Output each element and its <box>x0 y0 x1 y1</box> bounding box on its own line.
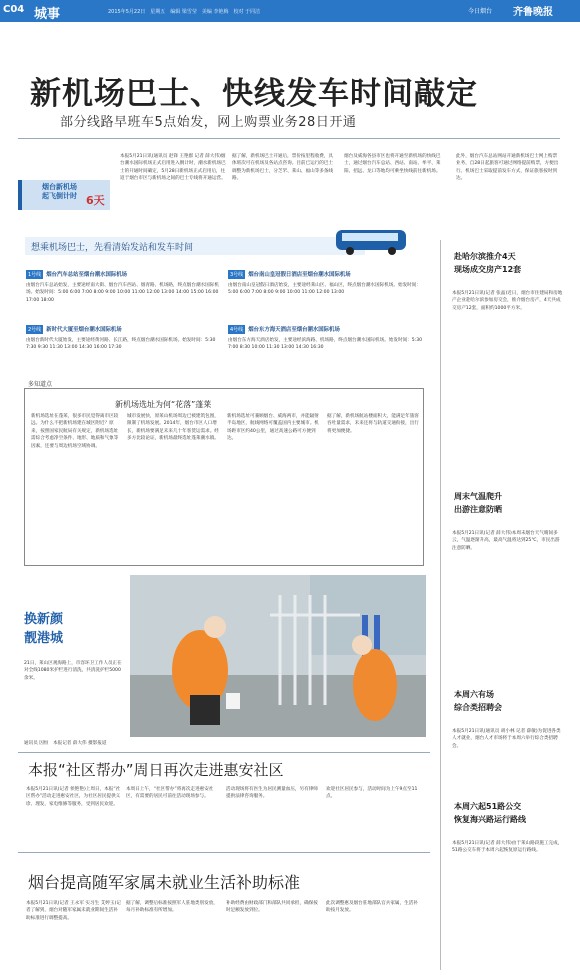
military-headline: 烟台提高随军家属未就业生活补助标准 <box>28 873 301 892</box>
lead-subhead: 部分线路早班车5点始发，网上购票业务28日开通 <box>60 115 357 130</box>
route-label: 2号线 <box>28 327 42 333</box>
divider <box>18 852 430 853</box>
sidebar-item4-text: 本报5月21日讯(记者 薛大伟)由于莱山路段施工完成，51路公交车将于本周六起恢复原运行路线。 <box>452 841 563 854</box>
route-name: 烟台南山皇冠假日酒店至烟台潮水国际机场 <box>248 272 351 278</box>
route-item <box>228 325 428 377</box>
route-text: 由烟台南山皇冠假日酒店始发，主要途经莱山区、福山区，终点烟台潮水国际机场。始发时间：5:00 6:00 7:00 8:00 9:00 10:00 11:00 12:00 13:00 <box>228 283 421 296</box>
issue-meta: 2015年5月22日 星期五 编辑 梁雪莹 美编 李艳梅 校对 于同洁 <box>108 9 261 15</box>
sidebar-item1-title: 赴哈尔滨推介4天 现场成交房产12套 <box>454 252 522 274</box>
divider <box>18 138 560 139</box>
community-headline: 本报“社区帮办”周日再次走进惠安社区 <box>28 761 284 779</box>
bus-section-header <box>25 237 365 255</box>
divider <box>18 752 430 753</box>
route-label: 1号线 <box>28 272 42 278</box>
change-byline: 通讯员 因恒 本报记者 薛大伟 摄影报道 <box>24 741 107 746</box>
box-title: 新机场选址为何“花落”蓬莱 <box>115 400 212 409</box>
military-col-3: 补助经费由财政部门和部队共同承担，确保按时足额发放到位。 <box>226 901 318 914</box>
lead-headline: 新机场巴士、快线发车时间敲定 <box>30 76 478 112</box>
lead-col-2: 据了解，新机场巴士开通后，票价按里程收费，具体班次可在机场及各站点咨询。目前已运行的巴士调整为新机场巴士，分芝罘、莱山、福山等多条线路。 <box>232 154 334 182</box>
change-text: 21日，莱山区观海路上，市容环卫工作人员正在对全线1080米护栏进行清洗，共清洗护栏5000余米。 <box>24 661 122 681</box>
route-text: 由烟台汽车总站始发，主要途经南大街、烟台汽车西站、烟青路、机场路，终点烟台潮水国际机场。始发时间：5:00 6:00 7:00 8:00 9:00 10:00 11:00 12:00 13:00 14:00 15:00 16:00 17:00 18:00 <box>26 283 219 303</box>
community-col-3: 活动现场将有医生为居民测量血压，另有律师提供法律咨询服务。 <box>226 787 318 800</box>
countdown-days: 6天 <box>86 194 105 207</box>
box-col-1: 新机场选址在蓬莱，很多市民觉得离市区较远。为什么不把新机场建在城区附近？原来，按照国家民航局有关规定，新机场选址需综合考虑净空条件、地形、地质和气象等因素，还要与周边机场空域协调。 <box>31 414 119 449</box>
bus-icon <box>330 224 415 258</box>
sidebar-item4-title: 本周六起51路公交 恢复海兴路运行路线 <box>454 802 526 824</box>
box-tab: 多知道点 <box>25 379 55 388</box>
sidebar-item3-title: 本周六有场 综合类招聘会 <box>454 690 502 712</box>
route-text: 由烟台新时代大厦始发，主要途经黄河路、长江路，终点烟台潮水国际机场。始发时间：5:30 7:30 9:30 11:30 13:00 14:30 16:00 17:30 <box>26 338 216 351</box>
route-label: 4号线 <box>230 327 244 333</box>
knowledge-box <box>24 381 424 566</box>
military-col-4: 此次调整惠及烟台驻地部队官兵家属，生活补助按月发放。 <box>326 901 418 914</box>
sidebar-item2-text: 本报5月21日讯(记者 薛大伟)本周末烟台天气晴间多云，气温逐渐升高，最高气温将达到25℃，市民出游注意防晒。 <box>452 531 560 551</box>
route-item <box>26 325 221 377</box>
page-code: C04 <box>3 4 25 15</box>
sidebar-item3-text: 本报5月21日讯(通讯员 胡小林 记者 薛敏)为促进各类人才就业，烟台人才市场将于本周六举行综合类招聘会。 <box>452 729 561 749</box>
section-title: 城事 <box>34 7 61 22</box>
sidebar-divider <box>440 240 441 970</box>
route-name: 新时代大厦至烟台潮水国际机场 <box>46 327 122 333</box>
countdown-label: 烟台新机场 起飞倒计时 <box>42 183 77 200</box>
page-header <box>0 0 580 22</box>
news-photo <box>130 575 426 737</box>
paper-tag: 今日烟台 <box>468 8 493 15</box>
military-col-2: 据了解，调整后标准按照军人驻地类别发放，每月补助标准有所增加。 <box>126 901 218 914</box>
box-col-4: 据了解，新机场航站楼面积大，能满足年旅客吞吐量需求，未来还将与轨道交通衔接，出行将更加便捷。 <box>327 414 419 434</box>
bus-section-title: 想乘机场巴士，先看清始发站和发车时间 <box>31 243 194 253</box>
box-col-3: 新机场选址可兼顾烟台、威海两市，并能辐射半岛地区，航线网络可覆盖国内主要城市。机场距市区约40公里，通过高速公路可方便到达。 <box>227 414 319 442</box>
route-label: 3号线 <box>230 272 244 278</box>
route-name: 烟台汽车总站至烟台潮水国际机场 <box>46 272 128 278</box>
community-col-1: 本报5月21日讯(记者 侯艳艳)上周日，本报“社区帮办”活动走进惠安社区，为社区居民提供义诊、理发、家电维修等服务，受到居民欢迎。 <box>26 787 121 807</box>
change-title: 换新颜 靓港城 <box>24 612 64 646</box>
lead-col-4: 此外，烟台汽车总站网站开通新机场巴士网上购票业务，自28日起旅客可通过网络提前购票，方便出行。机场巴士采取提前发车方式，保证旅客按时到达。 <box>456 154 559 182</box>
community-col-4: 欢迎社区居民参与，活动时间为上午9点至11点。 <box>326 787 418 800</box>
countdown-callout <box>18 180 110 210</box>
route-item <box>26 270 221 326</box>
sidebar-item1-text: 本报5月21日讯(记者 张晶)近日，烟台市住建局和房地产企业赴哈尔滨参加房交会，推介烟台房产，4天共成交房产12套，面积约1000平方米。 <box>452 291 563 311</box>
box-col-2: 城市发展快，原莱山机场周边已被建筑包围，限制了机场发展。2014年，烟台市区人口增长，新机场要满足未来几十年客货运需求。经多方比较论证，新机场最终选址蓬莱潮水镇。 <box>127 414 219 442</box>
paper-logo: 齐鲁晚报 <box>513 7 553 18</box>
community-col-2: 本周日上午，“社区帮办”将再次走进惠安社区，有需要的居民可前往活动现场参与。 <box>126 787 214 800</box>
lead-col-1: 本报5月21日讯(通讯员 赵锋 王艳群 记者 薛大伟)烟台潮水国际机场正式启用进入倒计时，潮水新机场巴士的开通时间确定，5月28日新机场正式启用后，往返于烟台市区与新机场之间的巴士专线将开通运营。 <box>120 154 226 182</box>
military-col-1: 本报5月21日讯(记者 王永军 实习生 艾婷玉)记者了解到，烟台对随军家属未就业期间生活补助标准进行调整提高。 <box>26 901 121 921</box>
lead-col-3: 烟台及威海各县市区也将开通至新机场的快线巴士，通过烟台汽车总站、西站、南站、牟平、莱阳、招远、龙口等地均可乘坐快线前往新机场。 <box>344 154 441 174</box>
route-text: 由烟台东方海天酒店始发，主要途经滨海路、机场路，终点烟台潮水国际机场。始发时间：5:30 7:00 8:30 10:00 11:30 13:00 14:30 16:30 <box>228 338 423 351</box>
sidebar-item2-title: 周末气温爬升 出游注意防晒 <box>454 492 502 514</box>
route-item <box>228 270 428 326</box>
route-name: 烟台东方海天酒店至烟台潮水国际机场 <box>248 327 340 333</box>
